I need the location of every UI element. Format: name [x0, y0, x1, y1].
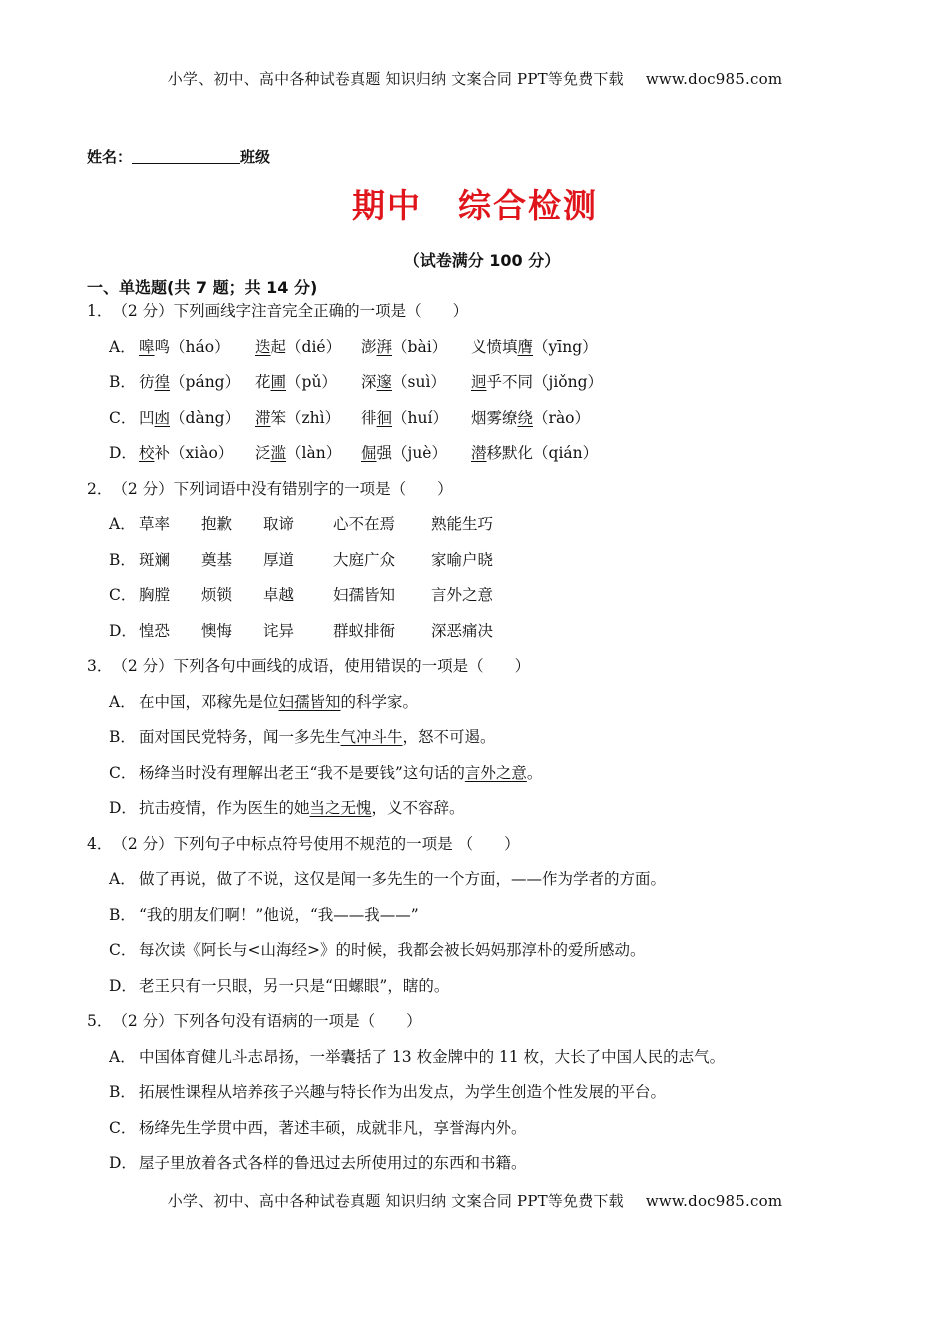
option-c[interactable]: C． 杨绛当时没有理解出老王“我不是要钱”这句话的言外之意。	[87, 759, 867, 795]
underlined-idiom: 气冲斗牛	[340, 728, 403, 746]
option-word: 群蚁排衙	[333, 621, 396, 640]
underlined-idiom: 当之无愧	[309, 799, 372, 817]
section-heading: 一、单选题(共 7 题；共 14 分)	[87, 278, 318, 297]
question-number: 1．	[87, 302, 113, 320]
option-letter: A．	[109, 337, 136, 356]
option-letter: C．	[109, 763, 137, 782]
option-item: 潜移默化（qián）	[471, 444, 599, 462]
score-note: （试卷满分 100 分）	[403, 251, 561, 270]
footer-text: 小学、初中、高中各种试卷真题 知识归纳 文案合同 PPT等免费下载	[167, 1192, 624, 1210]
question-text: （2 分）下列句子中标点符号使用不规范的一项是 （ ）	[112, 834, 520, 853]
underlined-char: 迭	[255, 337, 271, 356]
option-item: 花圃（pǔ）	[255, 373, 337, 391]
option-letter: B．	[109, 1083, 136, 1101]
option-letter: A．	[109, 1047, 136, 1066]
option-item: 烟雾缭绕（rào）	[471, 408, 591, 427]
question-text: （2 分）下列词语中没有错别字的一项是（ ）	[112, 479, 453, 498]
page-footer	[0, 1190, 950, 1211]
underlined-char: 嗥	[139, 337, 155, 356]
underlined-char: 滞	[255, 408, 271, 427]
option-letter: D．	[109, 621, 137, 640]
underlined-char: 膺	[517, 337, 534, 356]
underlined-char: 校	[139, 444, 155, 462]
option-item: 深邃（suì）	[361, 373, 446, 391]
header-site-link[interactable]: www.doc985.com	[645, 70, 783, 88]
option-word: 草率	[139, 515, 171, 533]
option-letter: B．	[109, 550, 136, 569]
footer-site-link[interactable]: www.doc985.com	[645, 1192, 783, 1210]
option-a[interactable]: A． 在中国，邓稼先是位妇孺皆知的科学家。	[87, 688, 867, 724]
option-b[interactable]	[87, 901, 867, 937]
option-text: 拓展性课程从培养孩子兴趣与特长作为出发点，为学生创造个性发展的平台。	[139, 1083, 667, 1101]
option-a[interactable]	[87, 510, 867, 546]
option-a[interactable]	[87, 865, 867, 901]
option-letter: D．	[109, 976, 137, 995]
question-stem	[87, 652, 867, 688]
underlined-char: 迥	[471, 373, 487, 391]
question-text: （2 分）下列各句没有语病的一项是（ ）	[112, 1012, 422, 1030]
underlined-char: 潜	[471, 444, 487, 462]
question-text: （2 分）下列画线字注音完全正确的一项是（ ）	[112, 302, 469, 320]
option-letter: B．	[109, 905, 136, 924]
option-text: 老王只有一只眼，另一只是“田螺眼”，瞎的。	[139, 976, 450, 995]
underlined-idiom: 妇孺皆知	[278, 692, 341, 711]
option-letter: D．	[109, 1154, 137, 1172]
underlined-char: 邃	[376, 373, 393, 391]
option-text: 每次读《阿长与<山海经>》的时候，我都会被长妈妈那淳朴的爱所感动。	[139, 941, 646, 959]
option-word: 熟能生巧	[431, 515, 494, 533]
option-word: 家喻户晓	[431, 550, 494, 569]
option-word: 斑斓	[139, 550, 171, 569]
question-4	[87, 830, 867, 1008]
option-word: 言外之意	[431, 586, 494, 604]
question-3	[87, 652, 867, 830]
underlined-char: 圃	[270, 373, 287, 391]
option-text: 杨绛先生学贯中西，著述丰硕，成就非凡，享誉海内外。	[139, 1118, 527, 1137]
student-info	[87, 146, 270, 167]
option-letter: D．	[109, 799, 137, 817]
option-text: 中国体育健儿斗志昂扬，一举囊括了 13 枚金牌中的 11 枚，大长了中国人民的志气。	[139, 1047, 726, 1066]
questions-area	[87, 297, 867, 1185]
option-item: 迥乎不同（jiǒng）	[471, 373, 604, 391]
option-b[interactable]	[87, 1078, 867, 1114]
question-1	[87, 297, 867, 475]
option-item: 迭起（dié）	[255, 337, 342, 356]
question-text: （2 分）下列各句中画线的成语，使用错误的一项是（ ）	[112, 657, 531, 675]
question-2	[87, 475, 867, 653]
option-c[interactable]	[87, 581, 867, 617]
question-stem	[87, 830, 867, 866]
option-word: 诧异	[263, 621, 295, 640]
option-text: 屋子里放着各式各样的鲁迅过去所使用过的东西和书籍。	[139, 1154, 527, 1172]
option-word: 烦锁	[201, 586, 233, 604]
underlined-char: 凼	[154, 408, 171, 427]
option-b[interactable]: B． 面对国民党特务，闻一多先生气冲斗牛，怒不可遏。	[87, 723, 867, 759]
option-word: 妇孺皆知	[333, 586, 396, 604]
underlined-char: 倔	[361, 444, 377, 462]
option-a[interactable]	[87, 333, 867, 369]
option-c[interactable]	[87, 936, 867, 972]
title-part2: 综合检测	[458, 186, 598, 225]
option-item: 义愤填膺（yīng）	[471, 337, 598, 356]
underlined-char: 绕	[517, 408, 534, 427]
option-d[interactable]: D． 抗击疫情，作为医生的她当之无愧，义不容辞。	[87, 794, 867, 830]
option-word: 卓越	[263, 586, 295, 604]
option-letter: D．	[109, 444, 137, 462]
option-word: 胸膛	[139, 586, 171, 604]
option-b[interactable]	[87, 368, 867, 404]
page-header	[0, 68, 950, 89]
option-word: 惶恐	[139, 621, 171, 640]
option-text: 做了再说，做了不说，这仅是闻一多先生的一个方面，——作为学者的方面。	[139, 870, 667, 888]
question-number: 5．	[87, 1012, 113, 1030]
option-letter: A．	[109, 692, 136, 711]
option-item: 澎湃（bài）	[361, 337, 448, 356]
option-item: 滞笨（zhì）	[255, 408, 341, 427]
option-letter: A．	[109, 515, 136, 533]
option-a[interactable]	[87, 1043, 867, 1079]
question-stem	[87, 1007, 867, 1043]
option-item: 徘徊（huí）	[361, 408, 448, 427]
option-letter: A．	[109, 870, 136, 888]
exam-title	[0, 180, 950, 227]
option-letter: C．	[109, 1118, 137, 1137]
name-blank-line	[132, 149, 240, 164]
option-word: 奠基	[201, 550, 233, 569]
question-stem	[87, 475, 867, 511]
question-number: 4．	[87, 834, 113, 853]
option-word: 大庭广众	[333, 550, 396, 569]
option-d[interactable]	[87, 972, 867, 1008]
option-letter: C．	[109, 586, 137, 604]
option-item: 倔强（juè）	[361, 444, 447, 462]
option-letter: C．	[109, 941, 137, 959]
option-d[interactable]	[87, 439, 867, 475]
option-word: 心不在焉	[333, 515, 396, 533]
option-word: 取谛	[263, 515, 295, 533]
name-label: 姓名：	[87, 148, 133, 166]
question-number: 3．	[87, 657, 113, 675]
option-item: 凹凼（dàng）	[139, 408, 241, 427]
underlined-char: 滥	[270, 444, 287, 462]
question-5	[87, 1007, 867, 1185]
option-word: 深恶痛决	[431, 621, 494, 640]
question-stem	[87, 297, 867, 333]
option-item: 校补（xiào）	[139, 444, 234, 462]
option-d[interactable]	[87, 617, 867, 653]
underlined-char: 徊	[376, 408, 393, 427]
title-part1: 期中	[352, 186, 422, 225]
class-label: 班级	[240, 148, 271, 166]
underlined-char: 徨	[154, 373, 171, 391]
option-b[interactable]	[87, 546, 867, 582]
option-item: 彷徨（páng）	[139, 373, 241, 391]
option-letter: C．	[109, 408, 137, 427]
option-c[interactable]	[87, 404, 867, 440]
option-word: 抱歉	[201, 515, 233, 533]
option-text: “我的朋友们啊！”他说，“我——我——”	[139, 905, 419, 924]
underlined-idiom: 言外之意	[464, 763, 527, 782]
option-letter: B．	[109, 373, 136, 391]
option-item: 嗥鸣（háo）	[139, 337, 230, 356]
option-c[interactable]	[87, 1114, 867, 1150]
question-number: 2．	[87, 479, 113, 498]
option-word: 懊悔	[201, 621, 233, 640]
option-item: 泛滥（làn）	[255, 444, 342, 462]
header-text: 小学、初中、高中各种试卷真题 知识归纳 文案合同 PPT等免费下载	[167, 70, 624, 88]
option-d[interactable]	[87, 1149, 867, 1185]
underlined-char: 湃	[376, 337, 393, 356]
option-word: 厚道	[263, 550, 295, 569]
option-letter: B．	[109, 728, 136, 746]
